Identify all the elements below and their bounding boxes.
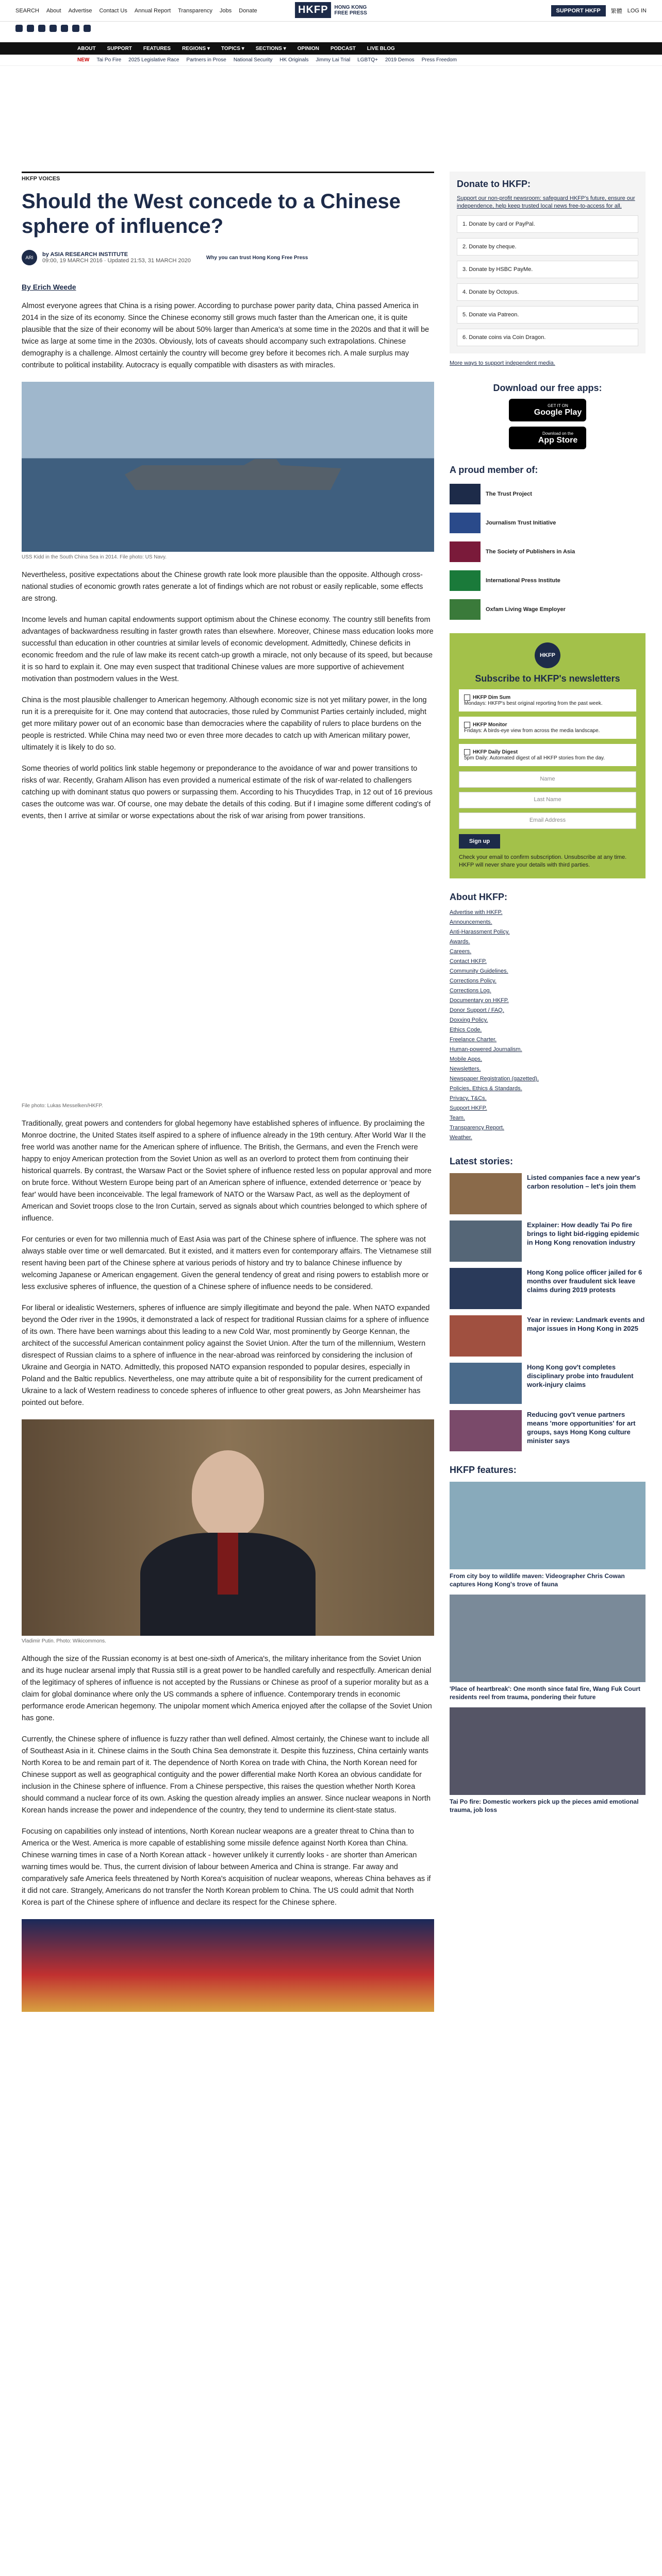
paragraph: China is the most plausible challenger to American hegemony. Although economic size is not yet military power, in the long run it is a prerequisite for it. One may contend that autocracies, those ruled by Communist Parties certainly included, might get more military power out of an economic base than democracies where the capability of rulers to place burdens on the people is restricted. While China may need two or even three more decades to catch up with American military power, ultimately it is likely to do so.: [22, 696, 427, 752]
feature-title[interactable]: Tai Po fire: Domestic workers pick up the pieces amid emotional trauma, job loss: [450, 1798, 639, 1814]
paragraph: Almost everyone agrees that China is a rising power. According to purchase power parity data, China passed America in 2014 in the size of its economy. Since the Chinese economy still grows much faster than the American one, it is quite plausible that the size of their economy will be about 50% larger than America's at some time in the 2020s and that it will be twice as large at some time in the 2030s. Obviously, lots of caveats should accompany such extrapolations. Chinese demography is a challenge. Almost certainly the country will become grey before it becomes rich. A male surplus may contribute to political instability. Autocracy is equally compatible with disasters as with miracles.: [22, 302, 429, 369]
about-link[interactable]: Announcements.: [450, 919, 492, 925]
donate-title: Donate to HKFP:: [457, 179, 531, 189]
name-input[interactable]: Name: [459, 771, 636, 788]
latest-thumbnail[interactable]: [450, 1410, 522, 1451]
x-icon[interactable]: [27, 25, 34, 32]
nav-about[interactable]: ABOUT: [77, 45, 96, 52]
about-link[interactable]: Community Guidelines.: [450, 968, 508, 974]
trust-project-logo: [450, 484, 481, 504]
youtube-icon[interactable]: [49, 25, 57, 32]
about-links: [450, 908, 646, 1143]
member-item[interactable]: The Trust Project: [450, 484, 646, 504]
latest-thumbnail[interactable]: [450, 1363, 522, 1404]
latest-thumbnail[interactable]: [450, 1268, 522, 1309]
paragraph: Nevertheless, positive expectations about the Chinese growth rate look more plausible than the opposite. Although cross-national studies of economic growth rates generate a lot of findings which are not robust or easily replicable, some effects are strong.: [22, 571, 423, 603]
paragraph: Some theories of world politics link stable hegemony or preponderance to the avoidance of war and power transitions to risks of war. Recently, Graham Allison has even provided a numerical estimate of the risk of war-related to challengers catching up with dominant status quo powers or surpassing them. According to his Thucydides Trap, in 12 out of 16 previous cases the outcome was war. Of course, one may debate the details of this coding. But if I imagine some different coding's of events, then I arrive at similar or worse expectations about the risk of war arising from power transitions.: [22, 765, 433, 820]
donate-text[interactable]: Support our non-profit newsroom: safeguard HKFP's future, ensure our independence, help keep trusted local news free-to-access for all.: [457, 195, 635, 209]
feature-image[interactable]: [450, 1707, 646, 1795]
ticker-item[interactable]: Tai Po Fire: [96, 57, 122, 63]
oxfam-logo: [450, 599, 481, 620]
main-nav: [0, 42, 662, 55]
ticker-item[interactable]: Press Freedom: [421, 57, 457, 63]
latest-title[interactable]: Hong Kong police officer jailed for 6 months over fraudulent sick leave claims during 2019 protests: [527, 1268, 642, 1294]
feature-image[interactable]: [450, 1595, 646, 1682]
google-play-button[interactable]: GET IT ON Google Play: [509, 399, 586, 421]
checkbox[interactable]: [464, 722, 470, 728]
ticker-item[interactable]: Partners in Prose: [186, 57, 226, 63]
paragraph: Focusing on capabilities only instead of intentions, North Korean nuclear weapons are a greater threat to China than to America or the West. America is more capable of establishing some missile defence against North Korea than China. Chinese warning times in case of a North Korean attack - however unlikely it currently looks - are shorter than American warning times would be. Thus, the current division of labour between America and China is strange. Far away and comparatively safe America feels threatened by North Korea's acquisition of nuclear weapons, whereas China behaves as if it did not care. Strangely, Americans do not transfer the North Korean problem to China. The US could admit that North Korea is part of the Chinese sphere of influence and declare its respect for the Chinese sphere.: [22, 1827, 431, 1907]
ticker-item[interactable]: National Security: [233, 57, 273, 63]
donate-option[interactable]: 6. Donate coins via Coin Dragon.: [457, 329, 638, 346]
topic-ticker: [0, 55, 662, 66]
transparency-link[interactable]: Transparency: [178, 7, 213, 14]
latest-thumbnail[interactable]: [450, 1221, 522, 1262]
more-ways-link[interactable]: More ways to support independent media.: [450, 360, 555, 366]
latest-title[interactable]: Hong Kong gov't completes disciplinary probe into fraudulent work-injury claims: [527, 1363, 634, 1388]
top-strip: [0, 0, 662, 22]
blank-photo: [22, 833, 434, 1100]
paragraph: Although the size of the Russian economy is at best one-sixth of America's, the military inheritance from the Soviet Union and its huge nuclear arsenal imply that Russia still is a great power to be handled carefully and respectfully. American denial of the legitimacy of spheres of influence is not accepted by the Russians or Chinese as proof of a superior morality but as a claim for global dominance where only the US commands a sphere of influence. Contemporary trends in economic performance erode American hegemony. The unipolar moment which America enjoyed after the collapse of the Soviet Union has gone.: [22, 1655, 432, 1722]
latest-section: [450, 1156, 646, 1451]
newsletter-note: Check your email to confirm subscription. Unsubscribe at any time. HKFP will never share your details with third parties.: [459, 854, 627, 868]
article-author[interactable]: By Erich Weede: [22, 283, 76, 291]
warship-photo: [22, 382, 434, 552]
latest-title[interactable]: Reducing gov't venue partners means 'more opportunities' for art groups, says Hong Kong culture minister says: [527, 1411, 636, 1445]
about-link[interactable]: Newspaper Registration (gazetted).: [450, 1076, 539, 1082]
photo-caption: Vladimir Putin. Photo: Wikicommons.: [22, 1638, 106, 1644]
byline-author[interactable]: by ASIA RESEARCH INSTITUTE: [42, 251, 128, 258]
ticker-item[interactable]: 2025 Legislative Race: [128, 57, 179, 63]
article-title: Should the West concede to a Chinese sphere of influence?: [22, 190, 401, 238]
about-link[interactable]: Mobile Apps.: [450, 1056, 482, 1062]
checkbox[interactable]: [464, 749, 470, 755]
search-link[interactable]: SEARCH: [15, 7, 39, 14]
nav-podcast[interactable]: PODCAST: [330, 45, 356, 52]
photo-caption: File photo: Lukas Messelken/HKFP.: [22, 1103, 103, 1109]
instagram-icon[interactable]: [38, 25, 45, 32]
latest-thumbnail[interactable]: [450, 1315, 522, 1357]
newsletter-logo: HKFP: [535, 642, 560, 668]
newsletter-option[interactable]: HKFP Daily Digest 5pm Daily: Automated digest of all HKFP stories from the day.: [459, 744, 636, 766]
about-section: [450, 892, 646, 1143]
about-link[interactable]: Policies, Ethics & Standards.: [450, 1086, 522, 1092]
about-link[interactable]: Freelance Charter.: [450, 1037, 497, 1043]
logo-box: HKFP: [295, 2, 331, 18]
about-link[interactable]: Transparency Report.: [450, 1125, 504, 1131]
nav-topics[interactable]: TOPICS ▾: [221, 45, 244, 52]
about-link[interactable]: Anti-Harassment Policy.: [450, 929, 510, 935]
about-link[interactable]: Doxxing Policy.: [450, 1017, 488, 1023]
latest-item[interactable]: [450, 1268, 646, 1309]
about-link[interactable]: Documentary on HKFP.: [450, 997, 509, 1004]
checkbox[interactable]: [464, 694, 470, 701]
member-title: A proud member of:: [450, 465, 538, 475]
newsletter-option[interactable]: HKFP Dim Sum Mondays: HKFP's best original reporting from the past week.: [459, 689, 636, 711]
spacer: [0, 22, 662, 42]
threads-icon[interactable]: [61, 25, 68, 32]
feature-title[interactable]: 'Place of heartbreak': One month since fatal fire, Wang Fuk Court residents reel from trauma, pondering their future: [450, 1685, 640, 1701]
about-link[interactable]: Privacy, T&Cs.: [450, 1095, 487, 1101]
paragraph: Income levels and human capital endowments support optimism about the Chinese economy. The country still benefits from advantages of backwardness resulting in faster growth rates than elsewhere. Moreover, Chinese mass education looks more successful than education in other countries at similar levels of economic development. Admittedly, Chinese deficits in economic freedom and the rule of law make its recent catch-up growth a miracle, not only because of its speed, but because it is so hard to explain it. One may even suspect that traditional Chinese values are more supportive of achievement motivation than postmodern values in the West.: [22, 616, 434, 683]
latest-item[interactable]: [450, 1221, 646, 1262]
ticker-item[interactable]: LGBTQ+: [357, 57, 378, 63]
about-title: About HKFP:: [450, 892, 507, 902]
photo-caption: USS Kidd in the South China Sea in 2014. File photo: US Navy.: [22, 554, 167, 560]
newsletter-option[interactable]: HKFP Monitor Fridays: A birds-eye view from across the media landscape.: [459, 717, 636, 739]
about-link[interactable]: About: [46, 7, 61, 14]
ticker-item[interactable]: HK Originals: [279, 57, 309, 63]
about-link[interactable]: Careers.: [450, 948, 472, 955]
latest-item[interactable]: [450, 1410, 646, 1451]
about-link[interactable]: Human-powered Journalism.: [450, 1046, 522, 1053]
about-link[interactable]: Contact HKFP.: [450, 958, 487, 964]
member-item[interactable]: International Press Institute: [450, 570, 646, 591]
paragraph: For liberal or idealistic Westerners, spheres of influence are simply illegitimate and beyond the pale. When NATO expanded beyond the Oder river in the 1990s, it demonstrated a lack of respect for traditional Russian claims for a sphere of influence of its own. There have been warnings about this leading to a new Cold War, most prominently by George Kennan, the architect of the successful American containment policy against the Soviet Union. After the turn of the millennium, Western disrespect of Russian claims to a sphere of influence in the near-abroad was reinforced by considering the inclusion of Ukraine and Georgia in NATO. Admittedly, this proposed NATO expansion responded to popular desires, especially in Poland and the Baltic republics. Nevertheless, one may attribute quite a bit of responsibility for the current predicament of Ukraine to a lack of Western readiness to concede spheres of influence to other great powers, as John Mearsheimer has pointed out before.: [22, 1304, 430, 1407]
latest-item[interactable]: [450, 1315, 646, 1357]
nav-sections[interactable]: SECTIONS ▾: [255, 45, 286, 52]
putin-photo: [22, 1419, 434, 1636]
logo-text: HONG KONG FREE PRESS: [334, 4, 367, 16]
donate-option[interactable]: 1. Donate by card or PayPal.: [457, 215, 638, 233]
about-link[interactable]: Team.: [450, 1115, 465, 1121]
member-item[interactable]: The Society of Publishers in Asia: [450, 541, 646, 562]
latest-title[interactable]: Listed companies face a new year's carbon resolution – let's join them: [527, 1174, 640, 1190]
member-item[interactable]: Journalism Trust Initiative: [450, 513, 646, 533]
latest-title[interactable]: Year in review: Landmark events and major issues in Hong Kong in 2025: [527, 1316, 645, 1332]
last-name-input[interactable]: Last Name: [459, 792, 636, 808]
nav-live-blog[interactable]: LIVE BLOG: [367, 45, 395, 52]
paragraph: Currently, the Chinese sphere of influence is fuzzy rather than well defined. Almost certainly, the Chinese want to include all of Southeast Asia in it. Chinese claims in the South China Sea demonstrate it. Despite this fuzziness, China certainly wants North Korea to be and remain part of it. The dependence of North Korea on trade with China, the North Korean need for Chinese support as well as geographical contiguity and the power differential make North Korea an obvious candidate for inclusion in the Chinese sphere of influence. From a Chinese perspective, this raises the question whether North Korea should command a nuclear force of its own. Asking the question already implies an answer. Since nuclear weapons in North Korean hands increase the power and independence of the country, they tend to undermine its client-state status.: [22, 1735, 431, 1815]
latest-thumbnail[interactable]: [450, 1173, 522, 1214]
support-button[interactable]: SUPPORT HKFP: [551, 5, 606, 16]
ticker-item[interactable]: Jimmy Lai Trial: [316, 57, 351, 63]
member-item[interactable]: Oxfam Living Wage Employer: [450, 599, 646, 620]
article-kicker[interactable]: HKFP VOICES: [22, 172, 434, 182]
about-link[interactable]: Awards.: [450, 939, 470, 945]
feature-title[interactable]: From city boy to wildlife maven: Videographer Chris Cowan captures Hong Kong's trove of fauna: [450, 1572, 625, 1588]
about-link[interactable]: Support HKFP.: [450, 1105, 487, 1111]
donate-option[interactable]: 5. Donate via Patreon.: [457, 306, 638, 324]
trust-link[interactable]: Why you can trust Hong Kong Free Press: [206, 255, 308, 261]
member-section: [450, 465, 646, 620]
author-avatar: ARI: [22, 250, 37, 265]
jobs-link[interactable]: Jobs: [220, 7, 232, 14]
contact-link[interactable]: Contact Us: [99, 7, 127, 14]
social-icons: [15, 25, 91, 32]
about-link[interactable]: Advertise with HKFP.: [450, 909, 503, 916]
donate-link[interactable]: Donate: [239, 7, 257, 14]
north-korea-photo: [22, 1919, 434, 2012]
ticker-new-badge: NEW: [77, 57, 90, 63]
donate-option[interactable]: 4. Donate by Octopus.: [457, 283, 638, 301]
language-link[interactable]: 繁體: [610, 8, 622, 14]
nav-features[interactable]: FEATURES: [143, 45, 171, 52]
byline-date: 09:00, 19 MARCH 2016 · Updated 21:53, 31 MARCH 2020: [42, 258, 191, 264]
newsletter-box: [450, 633, 646, 878]
donate-option[interactable]: 2. Donate by cheque.: [457, 238, 638, 256]
sopa-logo: [450, 541, 481, 562]
paragraph: For centuries or even for two millennia much of East Asia was part of the Chinese sphere of influence. The sphere was not always stable over time or well demarcated. But it existed, and it matters even for contemporary affairs. The Vietnamese still resent having been part of the Chinese sphere at various periods of history and try to balance Chinese influence by welcoming Japanese or American engagement. Given the general tendency of great and rising powers to establish more or less exclusive spheres of influence, the question of a Chinese sphere of influence needs to be considered.: [22, 1235, 432, 1291]
annual-report-link[interactable]: Annual Report: [134, 7, 171, 14]
advertise-link[interactable]: Advertise: [68, 7, 92, 14]
app-store-button[interactable]: Download on the App Store: [509, 427, 586, 449]
latest-title: Latest stories:: [450, 1156, 514, 1166]
about-link[interactable]: Newsletters.: [450, 1066, 481, 1072]
newsletter-title: Subscribe to HKFP's newsletters: [475, 673, 620, 684]
email-input[interactable]: Email Address: [459, 812, 636, 829]
donate-option[interactable]: 3. Donate by HSBC PayMe.: [457, 261, 638, 278]
about-link[interactable]: Weather.: [450, 1134, 472, 1141]
ipi-logo: [450, 570, 481, 591]
latest-item[interactable]: [450, 1363, 646, 1404]
linkedin-icon[interactable]: [72, 25, 79, 32]
nav-support[interactable]: SUPPORT: [107, 45, 132, 52]
features-section: [450, 1465, 646, 1814]
about-link[interactable]: Corrections Policy.: [450, 978, 496, 984]
apps-title: Download our free apps:: [493, 383, 602, 393]
hkfp-logo[interactable]: [295, 2, 367, 18]
nav-regions[interactable]: REGIONS ▾: [182, 45, 210, 52]
about-link[interactable]: Donor Support / FAQ.: [450, 1007, 504, 1013]
article: [22, 172, 434, 2012]
apps-section: [450, 383, 646, 449]
about-link[interactable]: Corrections Log.: [450, 988, 491, 994]
rss-icon[interactable]: [84, 25, 91, 32]
login-link[interactable]: LOG IN: [627, 7, 647, 14]
byline: [22, 250, 434, 265]
latest-item[interactable]: [450, 1173, 646, 1214]
about-link[interactable]: Ethics Code.: [450, 1027, 482, 1033]
donate-options: [457, 215, 638, 346]
latest-title[interactable]: Explainer: How deadly Tai Po fire brings to light bid-rigging epidemic in Hong Kong renovation industry: [527, 1221, 640, 1246]
signup-button[interactable]: Sign up: [459, 834, 500, 849]
feature-image[interactable]: [450, 1482, 646, 1569]
jti-logo: [450, 513, 481, 533]
latest-list: [450, 1173, 646, 1451]
donate-box: [450, 172, 646, 353]
nav-opinion[interactable]: OPINION: [297, 45, 319, 52]
sidebar: [450, 172, 646, 1814]
paragraph: Traditionally, great powers and contenders for global hegemony have established spheres of influence. By proclaiming the Monroe doctrine, the United States itself aspired to a sphere of influence already in the 19th century. After World War II the free world was another name for the American sphere of influence. The British, the Germans, and even the French were happy to enjoy American protection from the Soviet Union as well as an overlord to protect them from continuing their historical quarrels. By contrast, the Warsaw Pact or the Soviet sphere of influence rested less on popular approval and more on brute force. Without Western Europe being part of an American sphere of influence, extended deterrence or 'peace by fear' would have been inconceivable. The legal framework of NATO or the Warsaw Pact, as well as the deployment of American and Soviet troops close to the Iron Curtain, served as signals about which countries belonged to which sphere of influence.: [22, 1120, 432, 1223]
features-title: HKFP features:: [450, 1465, 517, 1475]
facebook-icon[interactable]: [15, 25, 23, 32]
ticker-item[interactable]: 2019 Demos: [385, 57, 415, 63]
